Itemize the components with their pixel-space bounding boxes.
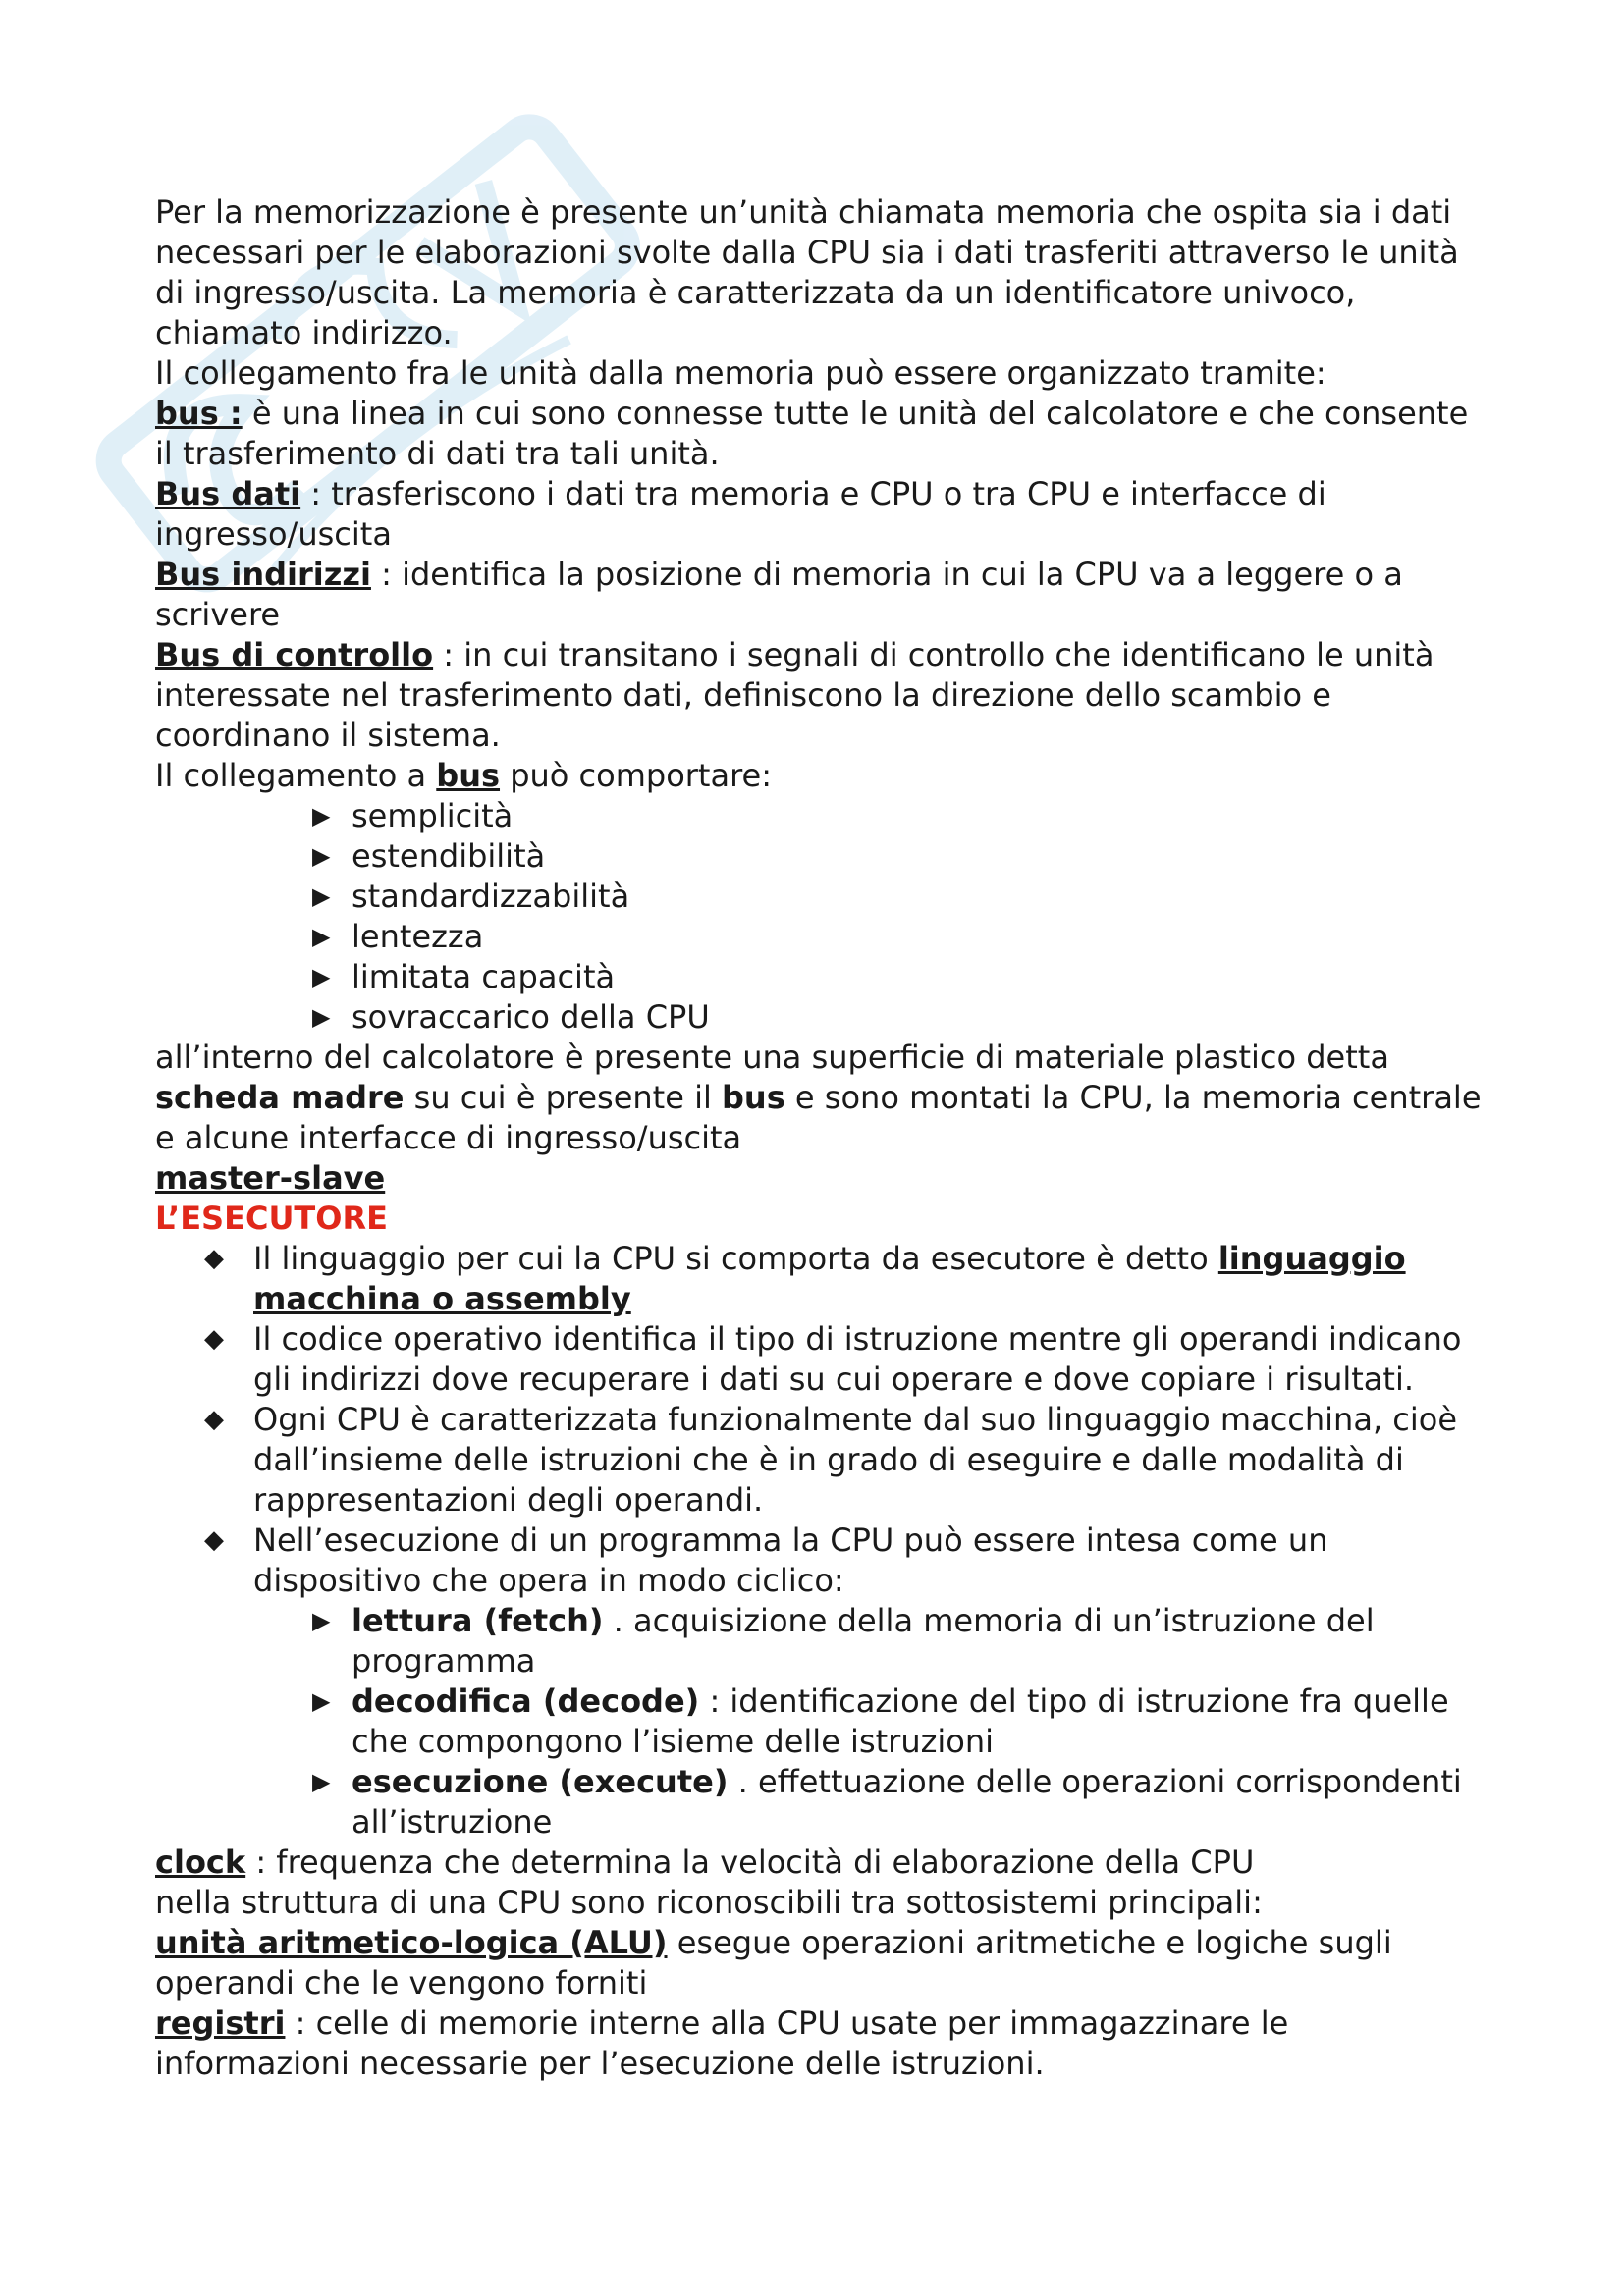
list-item: ◆ Nell’esecuzione di un programma la CPU può essere intesa come un dispositivo che opera in modo ciclico: ▶ lettura (fetch) . acquisizione della memoria di un’istruzione del programma ▶ decodifica (decode) : identificazione del tipo di istruzione fra quelle che compongono l’isieme delle istruzioni ▶ esecuzione (execute) . effettuazione delle operazioni corrispondenti all’istruzione bbox=[155, 1521, 1490, 1842]
paragraph-bus: bus : è una linea in cui sono connesse tutte le unità del calcolatore e che consente il trasferimento di dati tra tali unità. bbox=[155, 395, 1469, 472]
term-fetch: lettura (fetch) bbox=[352, 1602, 604, 1639]
list-item: ◆ Il codice operativo identifica il tipo di istruzione mentre gli operandi indicano gli indirizzi dove recuperare i dati su cui operare e dove copiare i risultati. bbox=[204, 1320, 1462, 1398]
arrow-bullet-icon: ▶ bbox=[312, 1607, 331, 1634]
term-alu: unità aritmetico-logica (ALU) bbox=[155, 1924, 668, 1961]
term-decode: decodifica (decode) bbox=[352, 1682, 700, 1720]
list-item: ▶ esecuzione (execute) . effettuazione delle operazioni corrispondenti all’istruzione bbox=[312, 1763, 1462, 1841]
heading-esecutore: L’ESECUTORE bbox=[155, 1200, 388, 1237]
arrow-bullet-icon: ▶ bbox=[312, 882, 331, 910]
arrow-bullet-icon: ▶ bbox=[312, 1687, 331, 1715]
bus-properties-list bbox=[155, 796, 1490, 1038]
paragraph-collegamento: Il collegamento fra le unità dalla memoria può essere organizzato tramite: bbox=[155, 354, 1326, 392]
paragraph-memoria: Per la memorizzazione è presente un’unità chiamata memoria che ospita sia i dati necessari per le elaborazioni svolte dalla CPU sia i dati trasferiti attraverso le unità di ingresso/uscita. La memoria è caratterizzata da un identificatore univoco, chiamato indirizzo. bbox=[155, 193, 1459, 351]
arrow-bullet-icon: ▶ bbox=[312, 802, 331, 829]
term-bus-inline: bus bbox=[436, 757, 501, 794]
diamond-bullet-icon: ◆ bbox=[204, 1324, 224, 1354]
list-item: ◆ Ogni CPU è caratterizzata funzionalmente dal suo linguaggio macchina, cioè dall’insieme delle istruzioni che è in grado di eseguire e dalle modalità di rappresentazioni degli operandi. bbox=[204, 1401, 1458, 1519]
list-item: ◆ Il linguaggio per cui la CPU si comporta da esecutore è detto linguaggio macchina o assembly bbox=[204, 1240, 1406, 1317]
term-registri: registri bbox=[155, 2004, 286, 2042]
paragraph-bus-dati: Bus dati : trasferiscono i dati tra memoria e CPU o tra CPU e interfacce di ingresso/uscita bbox=[155, 475, 1326, 553]
paragraph-bus-indirizzi: Bus indirizzi : identifica la posizione di memoria in cui la CPU va a leggere o a scrivere bbox=[155, 556, 1403, 633]
arrow-bullet-icon: ▶ bbox=[312, 1003, 331, 1031]
paragraph-bus-controllo: Bus di controllo : in cui transitano i segnali di controllo che identificano le unità interessate nel trasferimento dati, definiscono la direzione dello scambio e coordinano il sistema. bbox=[155, 636, 1434, 754]
list-item: ▶ sovraccarico della CPU bbox=[312, 998, 710, 1036]
paragraph-scheda-madre: all’interno del calcolatore è presente una superficie di materiale plastico detta scheda madre su cui è presente il bus e sono montati la CPU, la memoria centrale e alcune interfacce di ingresso/uscita bbox=[155, 1039, 1482, 1156]
paragraph-struttura: nella struttura di una CPU sono riconoscibili tra sottosistemi principali: bbox=[155, 1884, 1263, 1921]
list-item: ▶ standardizzabilità bbox=[312, 878, 630, 915]
paragraph-registri: registri : celle di memorie interne alla CPU usate per immagazzinare le informazioni necessarie per l’esecuzione delle istruzioni. bbox=[155, 2004, 1289, 2082]
list-item: ▶ lettura (fetch) . acquisizione della memoria di un’istruzione del programma bbox=[312, 1602, 1375, 1680]
term-scheda-madre: scheda madre bbox=[155, 1079, 405, 1116]
paragraph-alu: unità aritmetico-logica (ALU) esegue operazioni aritmetiche e logiche sugli operandi che le vengono forniti bbox=[155, 1924, 1392, 2002]
list-item: ▶ estendibilità bbox=[312, 837, 546, 875]
term-execute: esecuzione (execute) bbox=[352, 1763, 729, 1800]
document-page bbox=[155, 192, 1490, 2084]
term-bus-dati: Bus dati bbox=[155, 475, 301, 512]
cycle-list bbox=[253, 1601, 1490, 1842]
list-item: ▶ lentezza bbox=[312, 918, 484, 955]
term-bus: bus : bbox=[155, 395, 243, 432]
list-item: ▶ semplicità bbox=[312, 797, 514, 834]
term-bus-indirizzi: Bus indirizzi bbox=[155, 556, 371, 593]
list-item: ▶ decodifica (decode) : identificazione del tipo di istruzione fra quelle che compongono l’isieme delle istruzioni bbox=[312, 1682, 1449, 1760]
term-linguaggio-macchina: linguaggio macchina o assembly bbox=[253, 1240, 1406, 1317]
arrow-bullet-icon: ▶ bbox=[312, 923, 331, 950]
diamond-bullet-icon: ◆ bbox=[204, 1405, 224, 1434]
diamond-bullet-icon: ◆ bbox=[204, 1525, 224, 1555]
paragraph-collegamento-bus: Il collegamento a bus può comportare: bbox=[155, 757, 772, 794]
term-bus-controllo: Bus di controllo bbox=[155, 636, 434, 673]
paragraph-clock: clock : frequenza che determina la velocità di elaborazione della CPU bbox=[155, 1843, 1255, 1881]
arrow-bullet-icon: ▶ bbox=[312, 1768, 331, 1795]
arrow-bullet-icon: ▶ bbox=[312, 963, 331, 990]
esecutore-list bbox=[155, 1239, 1490, 1842]
term-bus-bold: bus bbox=[722, 1079, 785, 1116]
list-item: ▶ limitata capacità bbox=[312, 958, 616, 995]
arrow-bullet-icon: ▶ bbox=[312, 842, 331, 870]
term-clock: clock bbox=[155, 1843, 246, 1881]
diamond-bullet-icon: ◆ bbox=[204, 1244, 224, 1273]
term-master-slave: master-slave bbox=[155, 1159, 386, 1197]
